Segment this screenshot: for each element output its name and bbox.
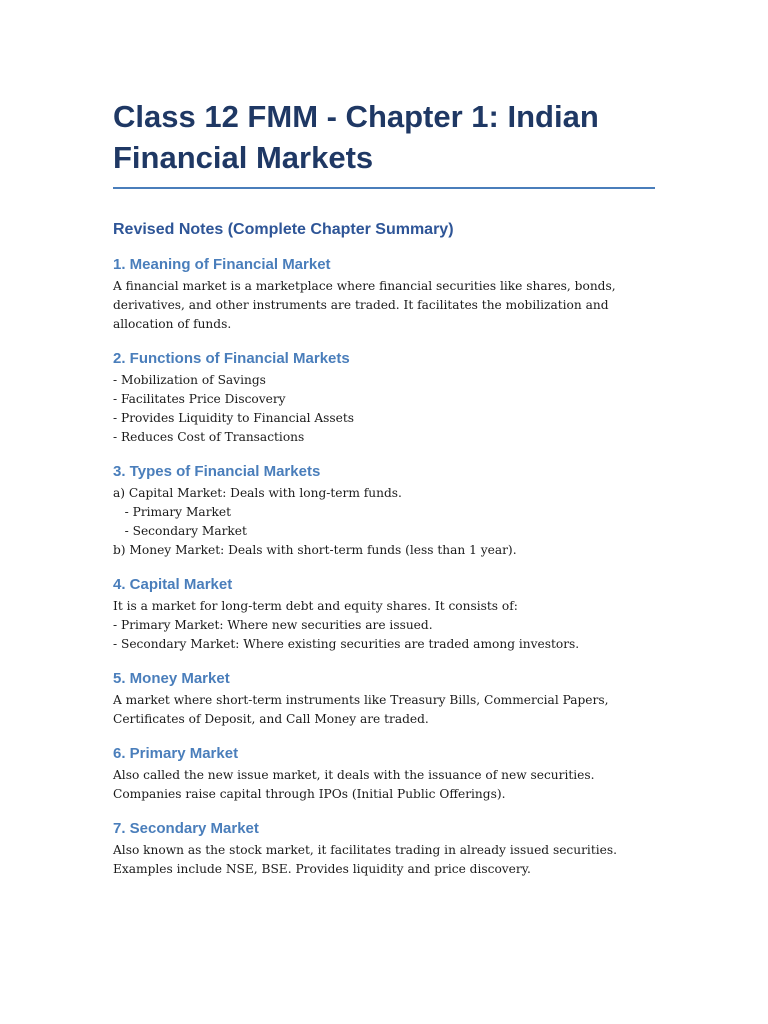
list-item: - Reduces Cost of Transactions — [113, 430, 305, 444]
document-title: Class 12 FMM - Chapter 1: Indian Financial Markets — [113, 96, 655, 189]
section-types — [113, 462, 655, 560]
section-money-market — [113, 669, 655, 729]
list-item: - Mobilization of Savings — [113, 373, 266, 387]
list-item: - Provides Liquidity to Financial Assets — [113, 411, 355, 425]
list-item: It is a market for long-term debt and equity shares. It consists of: — [113, 599, 518, 613]
list-item: b) Money Market: Deals with short-term funds (less than 1 year). — [113, 543, 517, 557]
section-functions — [113, 349, 655, 447]
section-paragraph: Also known as the stock market, it facilitates trading in already issued securities. Examples include NSE, BSE. Provides liquidity and price discovery. — [113, 843, 617, 876]
section-paragraph: A market where short-term instruments like Treasury Bills, Commercial Papers, Certificates of Deposit, and Call Money are traded. — [113, 693, 609, 726]
list-item: - Secondary Market: Where existing securities are traded among investors. — [113, 637, 580, 651]
section-paragraph: A financial market is a marketplace where financial securities like shares, bonds, derivatives, and other instruments are traded. It facilitates the mobilization and allocation of funds. — [113, 279, 616, 331]
section-meaning — [113, 255, 655, 334]
section-heading: 6. Primary Market — [113, 745, 239, 762]
section-paragraph: Also called the new issue market, it deals with the issuance of new securities. Companies raise capital through IPOs (Initial Public Offerings). — [113, 768, 595, 801]
section-heading: 4. Capital Market — [113, 576, 233, 593]
section-heading: 7. Secondary Market — [113, 820, 259, 837]
section-heading: 1. Meaning of Financial Market — [113, 256, 331, 273]
list-item: a) Capital Market: Deals with long-term funds. — [113, 486, 402, 500]
section-capital-market — [113, 575, 655, 654]
section-heading: 2. Functions of Financial Markets — [113, 350, 350, 367]
list-item: - Primary Market — [113, 505, 232, 519]
section-heading: 5. Money Market — [113, 670, 230, 687]
document-subtitle: Revised Notes (Complete Chapter Summary) — [113, 221, 454, 238]
list-item: - Secondary Market — [113, 524, 247, 538]
section-secondary-market — [113, 819, 655, 879]
section-heading: 3. Types of Financial Markets — [113, 463, 321, 480]
list-item: - Facilitates Price Discovery — [113, 392, 286, 406]
section-primary-market — [113, 744, 655, 804]
list-item: - Primary Market: Where new securities are issued. — [113, 618, 433, 632]
